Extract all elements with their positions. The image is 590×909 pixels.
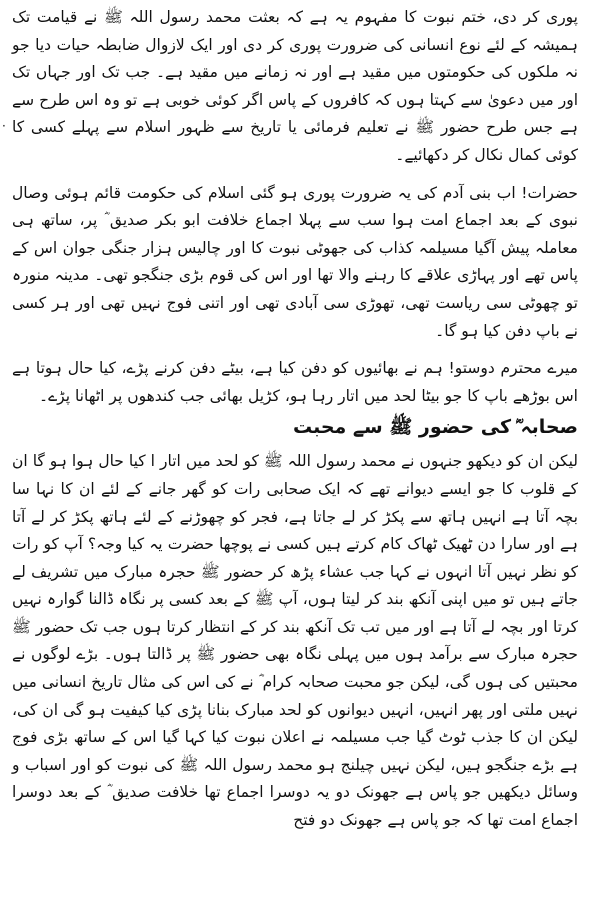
paragraph-gap bbox=[12, 170, 578, 180]
section-heading: صحابہ ؓ کی حضور ﷺ سے محبت bbox=[292, 416, 578, 439]
paragraph-hazrat: حضرات! اب بنی آدم کی یہ ضرورت پوری ہو گئی اسلام کی حکومت قائم ہوئی وصال نبوی کے بعد اجماع امت ہوا سب سے پہلا اجماع خلافت ابو بکر صدیق ؓ پر، ساتھ ہی معاملہ پیش آگیا مسیلمہ کذاب کی جھوٹی نبوت کا اور چالیس ہزار جنگی جوان اس کے پاس تھے اور پہاڑی علاقے کا رہنے والا تھا اور اس کی قوم بڑی جنگجو تھی۔ مدینہ منورہ تو چھوٹی سی ریاست تھی، تھوڑی سی آبادی تھی اور اتنی فوج نہیں تھی اور ہر کسی نے باپ دفن کیا ہو گا۔ bbox=[12, 183, 578, 340]
margin-dot: · bbox=[2, 119, 6, 133]
paragraph-khatm-e-nubuwwat: پوری کر دی، ختم نبوت کا مفہوم یہ ہے کہ بعثت محمد رسول اللہ ﷺ نے قیامت تک ہمیشہ کے لئے نوع انسانی کی ضرورت پوری کر دی اور ایک لازوال ضابطہ حیات دیا جو نہ ملکوں کی حکومتوں میں مقید ہے اور نہ زمانے میں مقید ہے۔ جب تک اور جہاں تک اور میں دعویٰ سے کہتا ہوں کہ کافروں کے پاس اگر کوئی خوبی ہے تو وہ اس طرح سے ہے جس طرح حضور ﷺ نے تعلیم فرمائی یا تاریخ سے ظہور اسلام سے پہلے کسی کا کوئی کمال نکال کر دکھائیے۔ bbox=[12, 8, 578, 164]
paragraph-dosto: میرے محترم دوستو! ہم نے بھائیوں کو دفن کیا ہے، بیٹے دفن کرنے پڑے، کیا حال ہوتا ہے اس بوڑھے باپ کا جو بیٹا لحد میں اتار رہا ہو، کڑیل بھائی جب کندھوں پر اٹھانا پڑے۔ bbox=[12, 359, 578, 405]
paragraph-sahaba-love: لیکن ان کو دیکھو جنہوں نے محمد رسول اللہ ﷺ کو لحد میں اتار ا کیا حال ہوا ہو گا ان کے قلوب کا جو ایسے دیوانے تھے کہ ایک صحابی رات کو گھر جانے کے لئے ان کا نہا سا بچہ آتا ہے انہیں ہاتھ سے پکڑ کر لے جاتا ہے، فجر کو چھوڑنے کے لئے ہاتھ پکڑ کر لے آتا ہے اور سارا دن ٹھیک ٹھاک کام کرتے ہیں کسی نے پوچھا حضرت یہ کیا وجہ؟ آپ کو رات کو نظر نہیں آتا انہوں نے کہا جب عشاء پڑھ کر حضور ﷺ حجرہ مبارک میں تشریف لے جاتے ہیں تو میں اپنی آنکھ بند کر لیتا ہوں، آپ ﷺ کے بعد کسی پر نگاہ ڈالنا گوارہ نہیں کرتا اور بچہ لے آتا ہے اور میں تب تک آنکھ بند کر کے انتظار کرتا ہوں جب تک حضور ﷺ حجرہ مبارک سے برآمد ہوں میں پہلی نگاہ بھی حضور ﷺ پر ڈالتا ہوں۔ بڑے لوگوں نے محبتیں کی ہوں گی، لیکن جو محبت صحابہ کرام ؓ نے کی اس کی مثال تاریخ انسانی میں نہیں ملتی اور پھر انہیں، انہیں دیوانوں کو لحد مبارک بنانا پڑی کیا کیفیت ہو گی ان کی، لیکن ان کا جذب ٹوٹ گیا جب مسیلمہ نے اعلان نبوت کیا کہا گیا اس کے ساتھ بڑی فوج ہے بڑے جنگجو ہیں، لیکن نہیں چیلنج ہو محمد رسول اللہ ﷺ کی نبوت کو اور اسباب و وسائل دیکھیں جو پاس ہے جھونک دو یہ دوسرا اجماع تھا خلافت صدیق ؓ کے بعد دوسرا اجماع امت تھا کہ جو پاس ہے جھونک دو فتح bbox=[12, 452, 578, 830]
paragraph-gap bbox=[12, 345, 578, 355]
